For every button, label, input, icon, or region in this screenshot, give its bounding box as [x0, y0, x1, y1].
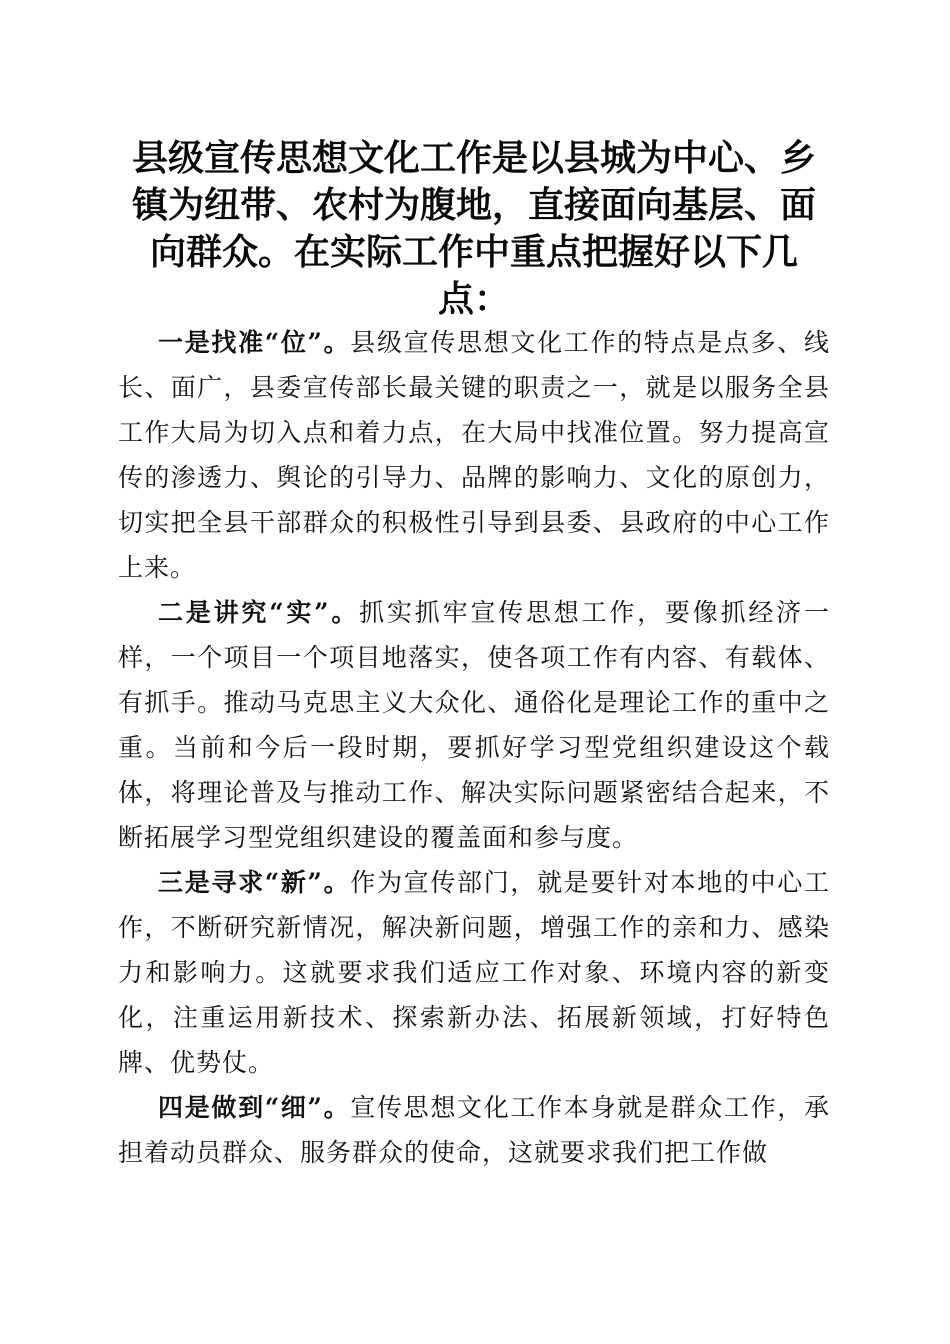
paragraph-lead: 三是寻求“新”。: [158, 868, 351, 897]
paragraph-3: [118, 860, 830, 1085]
paragraph-text: 抓实抓牢宣传思想工作，要像抓经济一样，一个项目一个项目地落实，使各项工作有内容、有载体、有抓手。推动马克思主义大众化、通俗化是理论工作的重中之重。当前和今后一段时期，要抓好学习型党组织建设这个载体，将理论普及与推动工作、解决实际问题紧密结合起来，不断拓展学习型党组织建设的覆盖面和参与度。: [118, 598, 830, 852]
paragraph-2: [118, 590, 830, 860]
paragraph-1: [118, 320, 830, 590]
paragraph-lead: 一是找准“位”。: [158, 328, 351, 357]
document-title: 县级宣传思想文化工作是以县城为中心、乡镇为纽带、农村为腹地，直接面向基层、面向群众。在实际工作中重点把握好以下几点：: [131, 137, 816, 320]
paragraph-lead: 二是讲究“实”。: [158, 598, 360, 627]
paragraph-lead: 四是做到“细”。: [158, 1093, 351, 1122]
document-body: [118, 320, 830, 1175]
paragraph-text: 作为宣传部门，就是要针对本地的中心工作，不断研究新情况，解决新问题，增强工作的亲和力、感染力和影响力。这就要求我们适应工作对象、环境内容的新变化，注重运用新技术、探索新办法、拓展新领域，打好特色牌、优势仗。: [118, 868, 830, 1077]
paragraph-text: 宣传思想文化工作本身就是群众工作，承担着动员群众、服务群众的使命，这就要求我们把工作做: [118, 1093, 830, 1167]
paragraph-4: [118, 1085, 830, 1175]
paragraph-text: 县级宣传思想文化工作的特点是点多、线长、面广，县委宣传部长最关键的职责之一，就是以服务全县工作大局为切入点和着力点，在大局中找准位置。努力提高宣传的渗透力、舆论的引导力、品牌的影响力、文化的原创力，切实把全县干部群众的积极性引导到县委、县政府的中心工作上来。: [118, 328, 830, 582]
